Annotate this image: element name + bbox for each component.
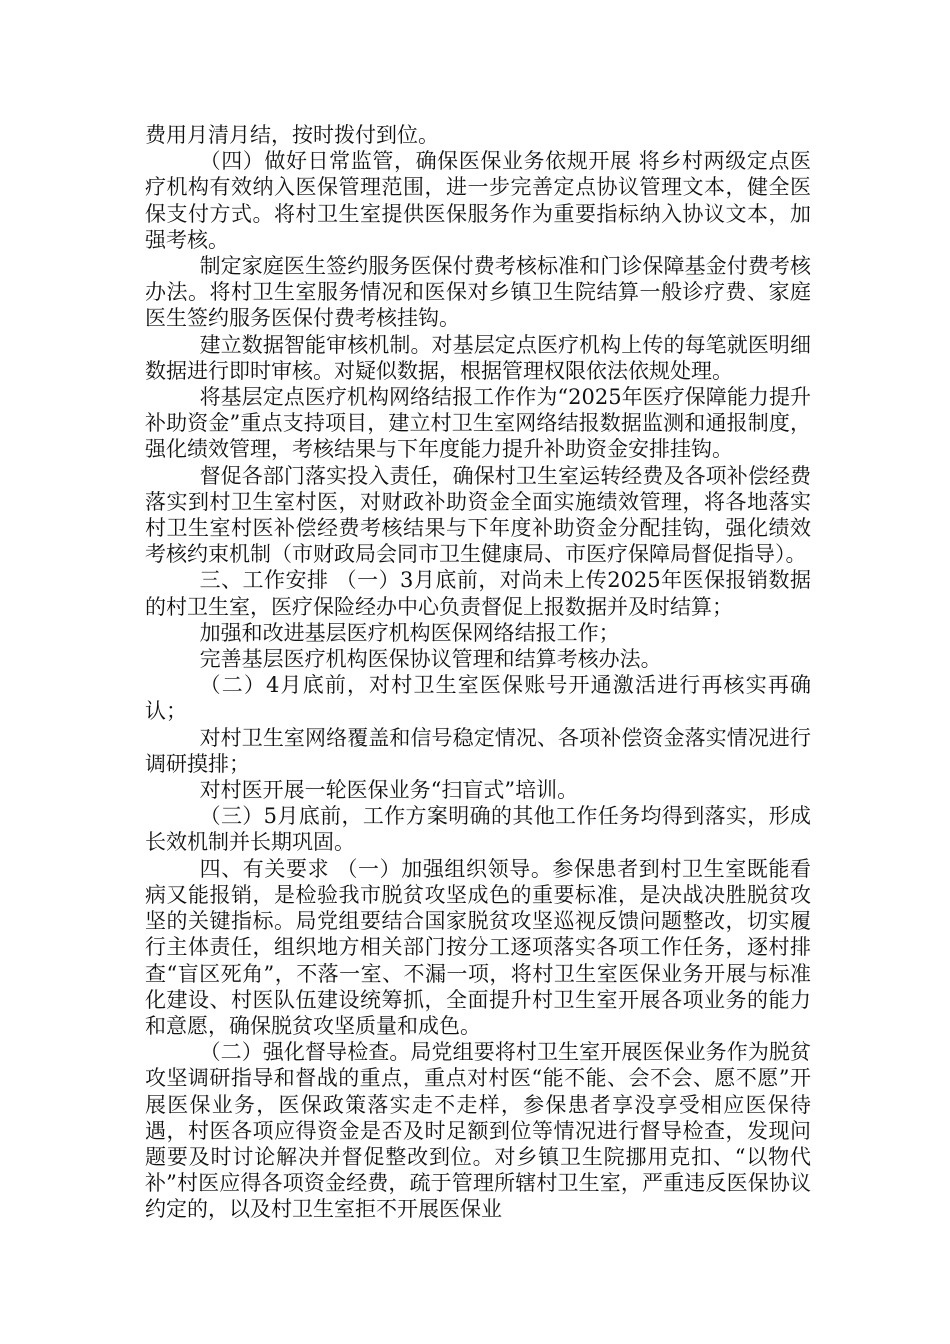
paragraph-network-survey: 对村卫生室网络覆盖和信号稳定情况、各项补偿资金落实情况进行调研摸排； [145, 725, 811, 776]
paragraph-family-doctor-assessment: 制定家庭医生签约服务医保付费考核标准和门诊保障基金付费考核办法。将村卫生室服务情况和医保对乡镇卫生院结算一般诊疗费、家庭医生签约服务医保付费考核挂钩。 [145, 254, 811, 331]
paragraph-smart-audit: 建立数据智能审核机制。对基层定点医疗机构上传的每笔就医明细数据进行即时审核。对疑似数据，根据管理权限依法依规处理。 [145, 332, 811, 383]
paragraph-work-arrangement-2: （二）4月底前，对村卫生室医保账号开通激活进行再核实再确认； [145, 673, 811, 724]
paragraph-section-4-supervision: （四）做好日常监管，确保医保业务依规开展 将乡村两级定点医疗机构有效纳入医保管理范围，进一步完善定点协议管理文本，健全医保支付方式。将村卫生室提供医保服务作为重要指标纳入协议文本，加强考核。 [145, 149, 811, 252]
document-body [145, 122, 811, 1223]
paragraph-work-arrangement-3: （三）5月底前，工作方案明确的其他工作任务均得到落实，形成长效机制并长期巩固。 [145, 804, 811, 855]
paragraph-agreement-management: 完善基层医疗机构医保协议管理和结算考核办法。 [199, 647, 662, 672]
paragraph-work-arrangement-1: 三、工作安排 （一）3月底前，对尚未上传2025年医保报销数据的村卫生室，医疗保险经办中心负责督促上报数据并及时结算； [145, 568, 811, 619]
paragraph-requirements-leadership: 四、有关要求 （一）加强组织领导。参保患者到村卫生室既能看病又能报销，是检验我市脱贫攻坚成色的重要标准，是决战决胜脱贫攻坚的关键指标。局党组要结合国家脱贫攻坚巡视反馈问题整改，切实履行主体责任，组织地方相关部门按分工逐项落实各项工作任务，逐村排查“盲区死角”，不落一室、不漏一项，将村卫生室医保业务开展与标准化建设、村医队伍建设统筹抓，全面提升村卫生室开展各项业务的能力和意愿，确保脱贫攻坚质量和成色。 [145, 856, 811, 1038]
paragraph-requirements-inspection: （二）强化督导检查。局党组要将村卫生室开展医保业务作为脱贫攻坚调研指导和督战的重点，重点对村医“能不能、会不会、愿不愿”开展医保业务，医保政策落实走不走样，参保患者享没享受相应医保待遇，村医各项应得资金是否及时足额到位等情况进行督导检查，发现问题要及时讨论解决并督促整改到位。对乡镇卫生院挪用克扣、“以物代补”村医应得各项资金经费，疏于管理所辖村卫生室，严重违反医保协议约定的，以及村卫生室拒不开展医保业 [145, 1040, 811, 1222]
paragraph-funding-responsibility: 督促各部门落实投入责任，确保村卫生室运转经费及各项补偿经费落实到村卫生室村医，对财政补助资金全面实施绩效管理，将各地落实村卫生室村医补偿经费考核结果与下年度补助资金分配挂钩，强化绩效考核约束机制（市财政局会同市卫生健康局、市医疗保障局督促指导）。 [145, 463, 811, 567]
paragraph-continuation: 费用月清月结，按时拨付到位。 [145, 123, 439, 147]
paragraph-training: 对村医开展一轮医保业务“扫盲式”培训。 [199, 778, 579, 803]
paragraph-network-settlement: 将基层定点医疗机构网络结报工作作为“2025年医疗保障能力提升补助资金”重点支持项目，建立村卫生室网络结报数据监测和通报制度，强化绩效管理，考核结果与下年度能力提升补助资金安排挂钩。 [145, 385, 811, 462]
paragraph-network-improvement: 加强和改进基层医疗机构医保网络结报工作； [199, 620, 620, 645]
